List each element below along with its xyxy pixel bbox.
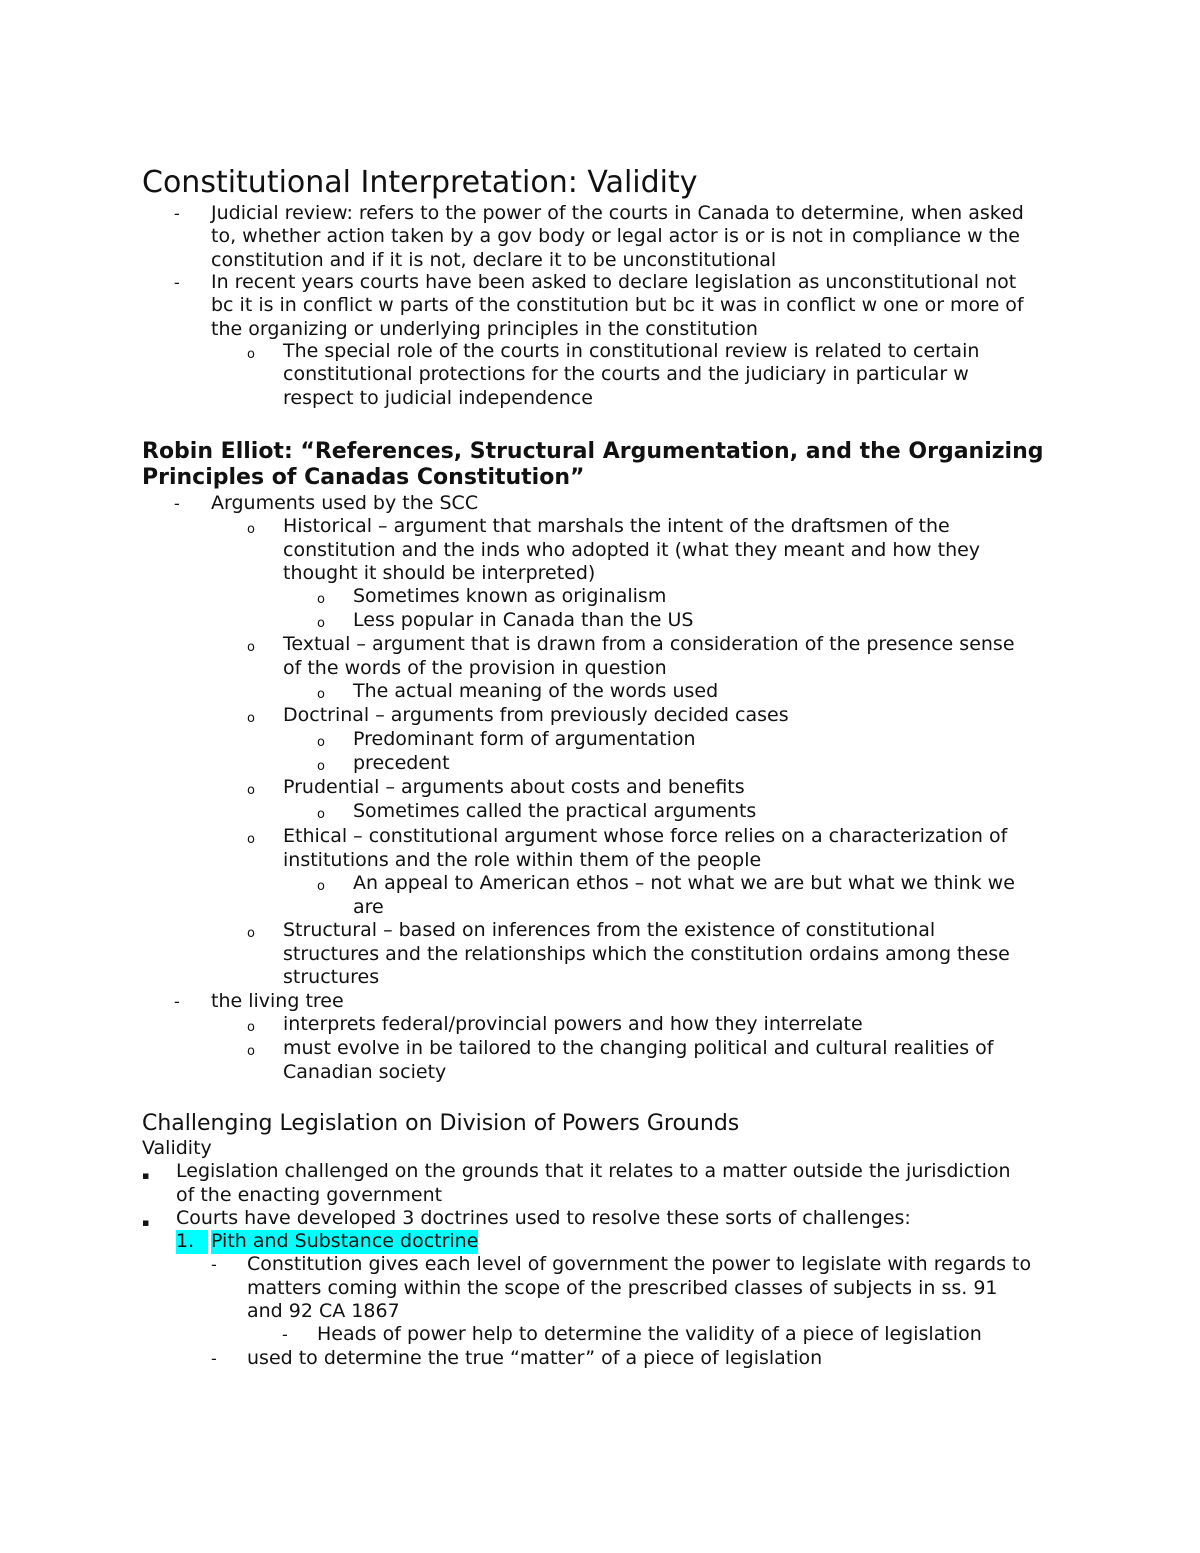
list-item-text (211, 1230, 478, 1254)
document-page: Constitutional Interpretation: Validity - Judicial review: refers to the power of the courts in Canada to determine, when asked to, whether action taken by a gov body or legal actor is or is not in compliance w the constitution and if it is not, declare it to be unconstitutional - In recent years courts have been asked to declare legislation as unconstitutional not bc it is in conflict w parts of the constitution but bc it was in conflict w one or more of the organizing or underlying principles in the constitution o The special role of the courts in constitutional review is related to certain constitutional protections for the courts and the judiciary in particular w respect to judicial independence Robin Elliot: “References, Structural Argumentation, and the Organizing Principles of Canadas Constitution” - Arguments used by the SCC o Historical – argument that marshals the intent of the draftsmen of the constitution and the inds who adopted it (what they meant and how they thought it should be interpreted) o Sometimes known as originalism o Less popular in Canada than the US o Textual – argument that is drawn from a consideration of the presence sense of the words of the provision in question o The actual meaning of the words used o Doctrinal – arguments from previously decided cases o Predominant form of argumentation o precedent o Prudential – arguments about costs and benefits o Sometimes called the practical arguments o Ethical – constitutional argument whose force relies on a characterization of institutions and the role within them of the people o An appeal to American ethos – not what we are but what we think we are o Structural – based on inferences from the existence of constitutional structures and the relationships which the constitution ordains among these structures - the living tree o interprets federal/provincial powers and how they interrelate o must evolve in be tailored to the changing political and cultural realities of Canadian society Challenging Legislation on Division of Powers Grounds Validity ▪ Legislation challenged on the grounds that it relates to a matter outside the jurisdiction of the enacting government ▪ Courts have developed 3 doctrines used to resolve these sorts of challenges: 1. Pith and Substance doctrine - Constitution gives each level of government the power to legislate with regards to matters coming within the scope of the prescribed classes of subjects in ss. 91 and 92 CA 1867 - Heads of power help to determine the validity of a piece of legislation - used to determine the true “matter” of a piece of legislation (142, 165, 1044, 1369)
text-line: thought it should be interpreted) (283, 562, 596, 584)
text-line: constitution and the inds who adopted it (what they meant and how they (283, 538, 981, 561)
list-item-text (317, 1323, 982, 1347)
text-line: Constitution gives each level of government the power to legislate with regards to (247, 1253, 1032, 1275)
list-marker: o (247, 711, 255, 726)
list-item-text (353, 609, 693, 633)
text-line: An appeal to American ethos – not what we are but what we think we (353, 872, 1015, 894)
text-line: used to determine the true “matter” of a piece of legislation (247, 1347, 823, 1369)
list-item-text (353, 585, 666, 609)
list-marker: o (247, 1044, 255, 1059)
list-item-text (283, 633, 1015, 680)
text-line: structures and the relationships which the constitution ordains among these (283, 942, 1010, 965)
list-item-text (211, 202, 1024, 272)
list-marker: 1. (176, 1230, 208, 1254)
text-line: constitution and if it is not, declare it to be unconstitutional (211, 248, 777, 271)
list-marker: o (317, 616, 325, 631)
text-line: Less popular in Canada than the US (353, 609, 694, 631)
list-marker: o (317, 592, 325, 607)
text-line: Judicial review: refers to the power of the courts in Canada to determine, when asked (211, 202, 1024, 224)
text-line: structures (283, 966, 380, 988)
list-marker: o (317, 807, 325, 822)
list-marker: o (247, 640, 255, 655)
list-marker: - (211, 1349, 217, 1368)
list-item-text (283, 1037, 994, 1084)
list-item-text (211, 271, 1024, 341)
list-marker: o (247, 926, 255, 941)
text-line: and 92 CA 1867 (247, 1300, 400, 1322)
list-item-text (353, 680, 718, 704)
list-item-text (353, 752, 450, 776)
list-marker: o (247, 347, 255, 362)
elliot-heading-line-1: Robin Elliot: “References, Structural Argumentation, and the Organizing (142, 439, 1044, 464)
text-line: Doctrinal – arguments from previously decided cases (283, 704, 789, 726)
text-line: must evolve in be tailored to the changing political and cultural realities of (283, 1037, 994, 1059)
list-marker: o (317, 687, 325, 702)
text-line: Prudential – arguments about costs and benefits (283, 776, 745, 798)
text-line: In recent years courts have been asked to declare legislation as unconstitutional not (211, 271, 1017, 293)
text-line: respect to judicial independence (283, 386, 593, 409)
text-line: Sometimes called the practical arguments (353, 800, 757, 822)
list-marker: o (317, 759, 325, 774)
text-line: the living tree (211, 990, 344, 1012)
list-item-text (353, 800, 756, 824)
list-marker: - (282, 1325, 288, 1344)
text-line: The actual meaning of the words used (353, 680, 719, 702)
list-marker: ▪ (142, 1169, 150, 1182)
list-item-text (211, 990, 344, 1014)
elliot-heading-line-2: Principles of Canadas Constitution” (142, 465, 585, 490)
list-marker: - (211, 1255, 217, 1274)
list-item-text (283, 1013, 863, 1037)
list-item-text (283, 776, 745, 800)
list-item-text (283, 704, 789, 728)
list-item-text (247, 1347, 822, 1371)
text-line: are (353, 895, 384, 918)
text-line: to, whether action taken by a gov body or legal actor is or is not in compliance w the (211, 225, 1020, 248)
text-line: precedent (353, 752, 450, 774)
list-marker: o (247, 783, 255, 798)
text-line: Legislation challenged on the grounds that it relates to a matter outside the jurisdiction (176, 1160, 1011, 1182)
list-marker: - (174, 273, 180, 292)
list-marker: - (174, 494, 180, 513)
list-item-text (283, 515, 980, 586)
list-item-text (283, 825, 1007, 872)
text-line: Canadian society (283, 1060, 447, 1083)
list-marker: ▪ (142, 1216, 150, 1229)
list-marker: o (247, 832, 255, 847)
text-line: The special role of the courts in constitutional review is related to certain (283, 340, 980, 362)
list-marker: o (317, 879, 325, 894)
text-line: Historical – argument that marshals the intent of the draftsmen of the (283, 515, 950, 537)
text-line: bc it is in conflict w parts of the constitution but bc it was in conflict w one or more of (211, 294, 1024, 317)
list-item-text (353, 872, 1015, 919)
list-item-text (211, 492, 478, 516)
text-line: interprets federal/provincial powers and how they interrelate (283, 1013, 863, 1035)
text-line: of the enacting government (176, 1183, 443, 1206)
text-line: Textual – argument that is drawn from a consideration of the presence sense (283, 633, 1015, 655)
list-marker: - (174, 204, 180, 223)
list-item-text (176, 1207, 911, 1231)
list-item-text (353, 728, 696, 752)
text-line: Sometimes known as originalism (353, 585, 667, 607)
list-item-text (283, 340, 979, 410)
list-marker: o (247, 1020, 255, 1035)
text-line: matters coming within the scope of the prescribed classes of subjects in ss. 91 (247, 1276, 998, 1299)
list-item-text (283, 919, 1010, 990)
text-line: Predominant form of argumentation (353, 728, 696, 750)
highlighted-doctrine-label: Pith and Substance doctrine (211, 1230, 479, 1252)
list-item-text (176, 1160, 1011, 1207)
text-line: constitutional protections for the courts and the judiciary in particular w (283, 363, 969, 386)
text-line: Ethical – constitutional argument whose force relies on a characterization of (283, 825, 1008, 847)
list-marker: - (174, 992, 180, 1011)
list-item-text (247, 1253, 1031, 1324)
text-line: Courts have developed 3 doctrines used to resolve these sorts of challenges: (176, 1207, 911, 1229)
text-line: of the words of the provision in question (283, 656, 667, 679)
text-line: Arguments used by the SCC (211, 492, 479, 514)
text-line: the organizing or underlying principles in the constitution (211, 317, 758, 340)
text-line: Structural – based on inferences from the existence of constitutional (283, 919, 936, 941)
list-marker: o (247, 522, 255, 537)
text-line: Heads of power help to determine the validity of a piece of legislation (317, 1323, 982, 1345)
text-line: institutions and the role within them of the people (283, 848, 762, 871)
list-marker: o (317, 735, 325, 750)
